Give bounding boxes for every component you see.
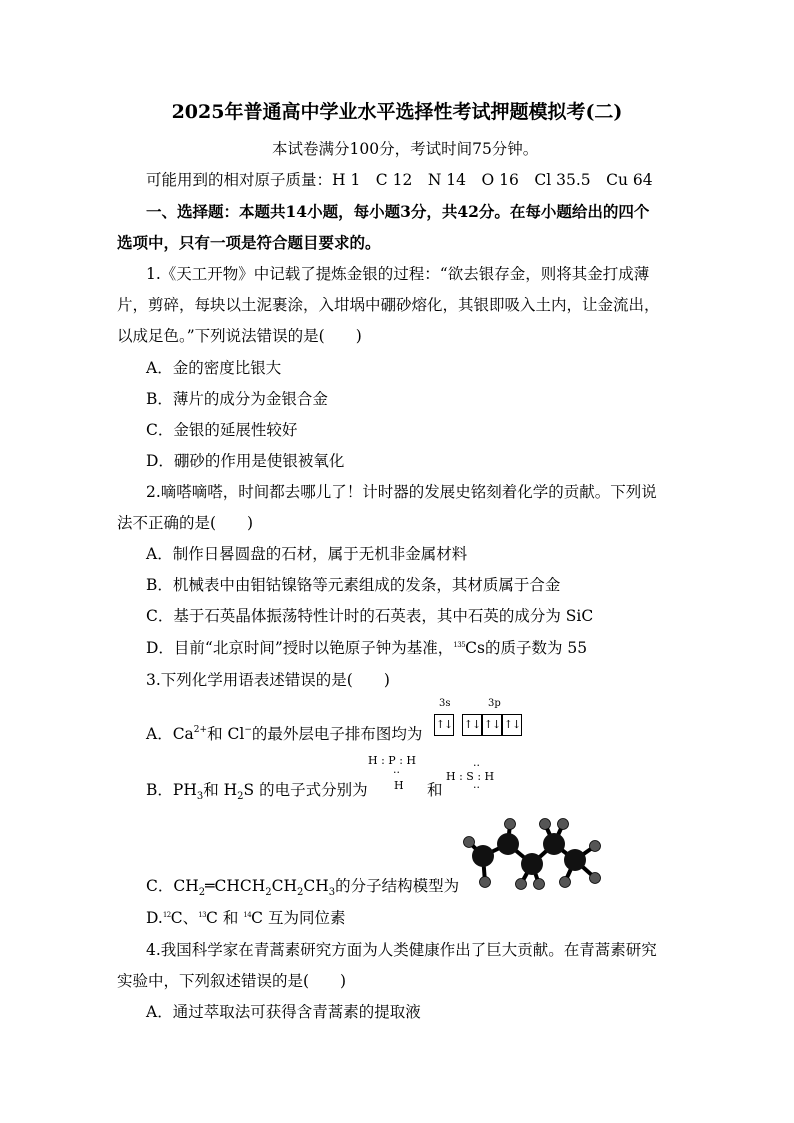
c12-mass: 12	[162, 911, 171, 919]
q3d-t2: C 和	[206, 909, 244, 927]
c14-mass: 14	[243, 911, 252, 919]
h2s-electron-formula: H : S : H	[446, 770, 495, 783]
q1-option-c: C．金银的延展性较好	[146, 421, 298, 439]
q3b-mid: 和 H	[203, 781, 238, 799]
molecule-carbon-atoms	[472, 833, 586, 875]
q3b-prefix: B．PH	[146, 781, 197, 799]
q3a-mid: 和 Cl	[207, 725, 245, 743]
q1-stem-line2: 片，剪碎，每块以土泥裹涂，入坩埚中硼砂熔化，其银即吸入土内，让金流出，	[117, 296, 660, 314]
p-subscript: 3	[196, 791, 204, 802]
q3a-suffix: 的最外层电子排布图均为	[251, 725, 423, 743]
atomic-masses: 可能用到的相对原子质量：H 1 C 12 N 14 O 16 Cl 35.5 Cu 64	[146, 171, 653, 189]
q2-option-b: B．机械表中由钼钴镍铬等元素组成的发条，其材质属于合金	[146, 576, 561, 594]
q4-option-a: A．通过萃取法可获得含青蒿素的提取液	[146, 1003, 421, 1021]
ph3-electron-formula-top: H : P : H	[368, 754, 416, 767]
q3-option-a	[146, 724, 422, 747]
q3c-sub-5: 2	[296, 887, 304, 898]
q2-option-d-suffix: 的质子数为 55	[484, 639, 588, 657]
q4-stem-line2: 实验中，下列叙述错误的是( )	[117, 972, 347, 990]
s-subscript: 2	[237, 791, 244, 802]
exam-title: 2025年普通高中学业水平选择性考试押题模拟考(二)	[171, 101, 623, 123]
orbital-label-3p: 3p	[488, 698, 501, 709]
orbital-box-3p-2: ↑↓	[482, 714, 502, 736]
q3d-prefix: D.	[146, 909, 163, 927]
q3-stem: 3.下列化学用语表述错误的是( )	[146, 671, 390, 689]
cl-charge: −	[244, 725, 252, 735]
orbital-box-3p-1: ↑↓	[462, 714, 482, 736]
q3c-sub-1: 2	[198, 887, 206, 898]
q1-option-b: B．薄片的成分为金银合金	[146, 390, 328, 408]
section-heading-line1: 一、选择题：本题共14小题，每小题3分，共42分。在每小题给出的四个	[146, 202, 650, 221]
q3b-suffix: S 的电子式分别为	[243, 781, 368, 799]
q3c-sub-7: 3	[328, 887, 336, 898]
orbital-label-3s: 3s	[439, 698, 451, 709]
orbital-box-3p-3: ↑↓	[502, 714, 522, 736]
q3c-prefix: C．CH	[146, 877, 199, 895]
q2-option-a: A．制作日晷圆盘的石材，属于无机非金属材料	[146, 545, 468, 563]
h2s-dots-top: ··	[473, 759, 480, 772]
ph3-electron-formula-bottom: H	[394, 779, 404, 792]
molecule-model	[455, 812, 615, 892]
q3c-part-4: CH	[271, 877, 297, 895]
q4-stem-line1: 4.我国科学家在青蒿素研究方面为人类健康作出了巨大贡献。在青蒿素研究	[146, 941, 657, 959]
q3c-part-2: ═CHCH	[205, 877, 266, 895]
q1-option-a: A．金的密度比银大	[146, 359, 282, 377]
q3b-and: 和	[427, 781, 443, 799]
q3-option-d	[146, 908, 345, 931]
q3d-t1: C、	[170, 909, 199, 927]
exam-subtitle: 本试卷满分100分，考试时间75分钟。	[272, 140, 539, 158]
q2-stem-line1: 2.嘀嗒嘀嗒，时间都去哪儿了！计时器的发展史铭刻着化学的贡献。下列说	[146, 483, 657, 501]
q3a-prefix: A．Ca	[146, 725, 194, 743]
cs-mass-number: 135	[453, 641, 466, 649]
q2-option-c: C．基于石英晶体振荡特性计时的石英表，其中石英的成分为 SiC	[146, 607, 594, 625]
c13-mass: 13	[198, 911, 207, 919]
q2-stem-line2: 法不正确的是( )	[117, 514, 254, 532]
q2-option-d-prefix: D．目前“北京时间”授时以铯原子钟为基准，	[146, 639, 454, 657]
cs-element: Cs	[465, 639, 485, 657]
q1-stem-line1: 1.《天工开物》中记载了提炼金银的过程：“欲去银存金，则将其金打成薄	[146, 265, 650, 283]
orbital-box-3s: ↑↓	[434, 714, 454, 736]
ph3-electron-dots: ··	[393, 766, 400, 779]
q3c-sub-3: 2	[265, 887, 272, 898]
section-heading-line2: 选项中，只有一项是符合题目要求的。	[117, 233, 381, 252]
q2-option-d	[146, 638, 587, 661]
q3d-t3: C 互为同位素	[251, 909, 346, 927]
ca-charge: 2+	[193, 725, 208, 735]
q3-option-c	[146, 876, 459, 899]
q3c-suffix: 的分子结构模型为	[335, 877, 460, 895]
q3-option-b	[146, 780, 368, 803]
h2s-dots-bottom: ··	[473, 781, 480, 794]
q1-stem-line3: 以成足色。”下列说法错误的是( )	[117, 327, 362, 345]
q1-option-d: D．硼砂的作用是使银被氧化	[146, 452, 345, 470]
q3c-part-6: CH	[303, 877, 329, 895]
